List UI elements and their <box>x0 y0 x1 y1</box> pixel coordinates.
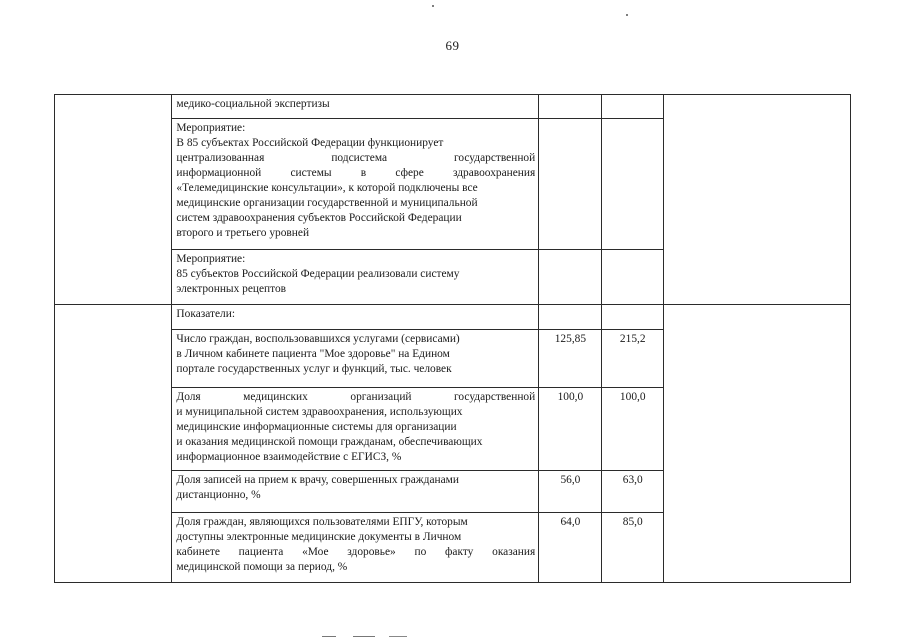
indicator-value-1: 64,0 <box>539 513 601 583</box>
activity-line: информационной системы в сфере здравоохранения <box>176 167 536 179</box>
activity-line: 85 субъектов Российской Федерации реализовали систему <box>176 268 460 280</box>
indicator-value-1: 125,85 <box>539 330 601 388</box>
continuation-text: медико-социальной экспертизы <box>172 95 539 119</box>
indicator-value-1: 56,0 <box>539 471 601 513</box>
scan-speck <box>626 14 628 16</box>
indicator-value-2: 215,2 <box>601 330 663 388</box>
value1-cell-empty <box>539 95 601 119</box>
table-row <box>55 305 851 330</box>
cropped-footer-mark <box>322 633 414 637</box>
activity-cell <box>172 119 539 250</box>
right-cell-empty <box>663 95 850 305</box>
left-cell-empty <box>55 95 172 305</box>
right-cell-empty <box>663 305 850 583</box>
value1-cell-empty <box>539 250 601 305</box>
activity-line: централизованная подсистема государственной <box>176 152 536 164</box>
indicator-description: Число граждан, воспользовавшихся услугами (сервисами) в Личном кабинете пациента "Мое здоровье" на Едином портале государственных услуг и функций, тыс. человек <box>172 330 539 388</box>
indicator-description: Доля граждан, являющихся пользователями ЕПГУ, которым доступны электронные медицинские документы в Личном кабинете пациента «Мое здоровье» по факту оказания медицинской помощи за период, % <box>172 513 539 583</box>
indicator-value-2: 100,0 <box>601 388 663 471</box>
activity-line: электронных рецептов <box>176 283 287 295</box>
indicator-value-1: 100,0 <box>539 388 601 471</box>
activity-heading: Мероприятие: <box>176 122 246 134</box>
activity-line: В 85 субъектах Российской Федерации функционирует <box>176 137 444 149</box>
activity-line: второго и третьего уровней <box>176 227 310 239</box>
value2-cell-empty <box>601 95 663 119</box>
value2-cell-empty <box>601 305 663 330</box>
indicators-heading: Показатели: <box>176 308 235 320</box>
table-row <box>55 95 851 119</box>
value1-cell-empty <box>539 305 601 330</box>
indicator-description: Доля медицинских организаций государственной и муниципальной систем здравоохранения, использующих медицинские информационные системы для организации и оказания медицинской помощи гражданам, обеспечивающих информационное взаимодействие с ЕГИСЗ, % <box>172 388 539 471</box>
indicators-heading-cell <box>172 305 539 330</box>
activity-heading: Мероприятие: <box>176 253 246 265</box>
value2-cell-empty <box>601 250 663 305</box>
value2-cell-empty <box>601 119 663 250</box>
scan-speck <box>432 5 434 7</box>
activity-line: «Телемедицинские консультации», к которой подключены все <box>176 182 478 194</box>
cropped-footer-mark-shape <box>322 636 414 637</box>
value1-cell-empty <box>539 119 601 250</box>
left-cell-empty <box>55 305 172 583</box>
indicator-value-2: 63,0 <box>601 471 663 513</box>
activity-line: систем здравоохранения субъектов Российской Федерации <box>176 212 462 224</box>
activity-line: медицинские организации государственной и муниципальной <box>176 197 478 209</box>
indicator-description: Доля записей на прием к врачу, совершенных гражданами дистанционно, % <box>172 471 539 513</box>
page-number: 69 <box>445 38 460 53</box>
document-table <box>54 94 851 583</box>
indicator-value-2: 85,0 <box>601 513 663 583</box>
activity-cell <box>172 250 539 305</box>
